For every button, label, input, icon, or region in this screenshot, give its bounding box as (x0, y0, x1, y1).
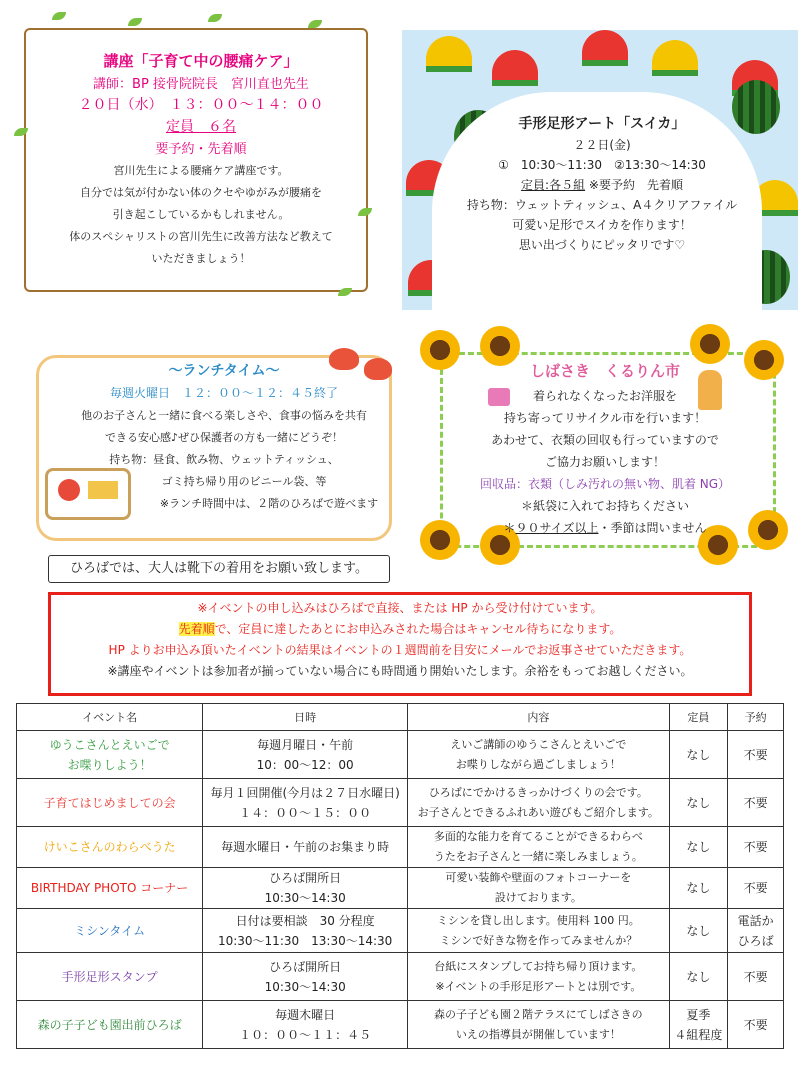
event-content (408, 731, 669, 779)
announcement-line: ※講座やイベントは参加者が揃っていない場合にも時間通り開始いたします。余裕をもってお越しください。 (107, 664, 693, 678)
event-datetime-line: １０：００～１１：４５ (239, 1027, 372, 1042)
event-datetime (203, 953, 408, 1001)
sock-notice-banner: ひろばでは、大人は靴下の着用をお願い致します。 (48, 555, 390, 583)
watermelon-desc: 思い出づくりにピッタリです♡ (518, 238, 686, 252)
bento-food (58, 479, 80, 501)
watermelon-capacity: 定員:各５組 (521, 178, 586, 192)
event-datetime-line: 10:30～14:30 (264, 979, 346, 994)
event-reservation-line: 電話か (737, 913, 774, 928)
recycle-text: ＊ (503, 521, 516, 535)
event-datetime-line: 毎週水曜日・午前のお集まり時 (221, 840, 390, 854)
event-capacity-line: なし (686, 747, 711, 762)
table-row (17, 731, 784, 779)
event-reservation (728, 909, 784, 953)
event-reservation (728, 953, 784, 1001)
lecture-title: 講座「子育て中の腰痛ケア」 (103, 52, 299, 70)
event-content-line: ミシンで好きな物を作ってみませんか？ (439, 933, 638, 947)
event-reservation (728, 868, 784, 909)
watermelon-date: ２２日(金) (573, 138, 631, 152)
event-content-line: えいご講師のゆうこさんとえいごで (450, 737, 627, 751)
event-datetime-line: 10：00～12：00 (256, 757, 354, 772)
leaf-decoration (338, 288, 352, 296)
event-content (408, 953, 669, 1001)
watermelon-desc: 可愛い足形でスイカを作ります！ (512, 218, 692, 232)
leaf-decoration (208, 14, 222, 22)
event-name-line: 森の子子ども園出前ひろば (37, 1017, 182, 1032)
event-datetime-line: ひろば開所日 (269, 871, 342, 885)
event-reservation-line: 不要 (743, 1017, 768, 1032)
bento-box-icon (45, 468, 131, 520)
announcement-box (48, 592, 752, 696)
table-row (17, 779, 784, 827)
event-content-line: 森の子子ども園２階テラスにてしばさきの (434, 1007, 643, 1021)
event-name-line: ゆうこさんとえいごで (49, 737, 170, 752)
event-content-line: お子さんとできるふれあい遊びもご紹介します。 (417, 805, 659, 819)
announcement-text: で、定員に達したあとにお申込みされた場合はキャンセル待ちになります。 (214, 622, 622, 636)
event-capacity-line: なし (686, 881, 711, 895)
table-row (17, 909, 784, 953)
lunch-bring: 持ち物：昼食、飲み物、ウェットティッシュ、 (109, 453, 339, 466)
header-event-name: イベント名 (17, 704, 203, 731)
event-content-line: ミシンを貸し出します。使用料 100 円。 (436, 913, 640, 927)
octopus-sausage-icon (364, 358, 392, 380)
event-capacity (669, 1001, 728, 1049)
event-content (408, 868, 669, 909)
recycle-text: ＊紙袋に入れてお持ちください (520, 499, 689, 513)
lunch-title: ～ランチタイム～ (168, 363, 280, 379)
event-reservation (728, 827, 784, 868)
recycle-market-panel (420, 330, 790, 560)
event-name (17, 909, 203, 953)
lunch-desc: できる安心感♪ぜひ保護者の方も一緒にどうぞ！ (104, 431, 344, 444)
lunch-time: 毎週火曜日 １２：００～１２：４５終了 (109, 386, 338, 400)
event-datetime (203, 827, 408, 868)
event-name-line: お喋りしよう！ (67, 757, 152, 772)
event-capacity-line: なし (686, 969, 711, 984)
event-capacity (669, 779, 728, 827)
watermelon-slice-icon (426, 36, 472, 72)
event-name-line: ミシンタイム (74, 923, 146, 938)
watermelon-bring: 持ち物：ウェットティッシュ、A４クリアファイル (466, 198, 738, 212)
leaf-decoration (308, 20, 322, 28)
event-name (17, 953, 203, 1001)
watermelon-times: ① 10:30～11:30 ②13:30～14:30 (498, 158, 706, 172)
announcement-line (51, 620, 749, 637)
recycle-text: ご協力お願いします！ (544, 455, 665, 469)
watermelon-title: 手形足形アート「スイカ」 (518, 116, 686, 132)
recycle-text: 持ち寄ってリサイクル市を行います！ (503, 411, 707, 425)
first-come-highlight: 先着順 (178, 622, 215, 636)
event-capacity (669, 827, 728, 868)
event-datetime-line: 10:30～14:30 (264, 891, 346, 905)
event-capacity-line: なし (686, 923, 711, 938)
event-content-line: いえの指導員が開催しています！ (455, 1027, 621, 1041)
recycle-size-note (440, 517, 770, 539)
event-datetime (203, 868, 408, 909)
event-name (17, 868, 203, 909)
event-name-line: BIRTHDAY PHOTO コーナー (30, 881, 189, 895)
leaf-decoration (128, 18, 142, 26)
event-content-line: 台紙にスタンプしてお持ち帰り頂けます。 (434, 959, 643, 973)
lunch-bring: ゴミ持ち帰り用のビニール袋、等 (161, 475, 327, 488)
table-row (17, 827, 784, 868)
event-datetime (203, 779, 408, 827)
lecture-datetime: ２０日（水） １３：００～１４：００ (78, 97, 324, 113)
event-datetime-line: 毎月１回開催(今月は２７日水曜日) (210, 785, 400, 800)
lecture-desc: 体のスペシャリストの宮川先生に改善方法など教えて (69, 230, 333, 243)
event-capacity-line: なし (686, 795, 711, 810)
event-content (408, 1001, 669, 1049)
lecture-panel (8, 8, 386, 303)
event-content-line: 多面的な能力を育てることができるわらべ (433, 830, 643, 843)
event-datetime-line: 日付は要相談 30 分程度 (235, 913, 375, 928)
header-datetime: 日時 (203, 704, 408, 731)
event-datetime (203, 909, 408, 953)
event-capacity (669, 909, 728, 953)
announcement-line: ※イベントの申し込みはひろばで直接、または HP から受け付けています。 (197, 601, 603, 615)
recycle-items: 回収品：衣類（しみ汚れの無い物、肌着 NG） (479, 477, 731, 491)
event-name-line: 手形足形スタンプ (61, 969, 158, 984)
event-name (17, 827, 203, 868)
sunflower-icon (690, 324, 730, 364)
lunch-panel (36, 355, 392, 541)
header-capacity: 定員 (669, 704, 728, 731)
recycle-title: しばさき くるりん市 (529, 362, 680, 380)
event-content (408, 827, 669, 868)
event-datetime-line: 10:30～11:30 13:30～14:30 (217, 933, 393, 948)
event-name-line: 子育てはじめましての会 (43, 795, 176, 810)
event-capacity-line: なし (686, 840, 711, 854)
leaf-decoration (52, 12, 66, 20)
events-table (16, 703, 784, 1049)
lunch-note: ※ランチ時間中は、２階のひろばで遊べます (159, 497, 379, 510)
bento-food (88, 481, 118, 499)
lecture-desc: いただきましょう！ (151, 252, 251, 265)
recycle-text: 着られなくなったお洋服を (532, 389, 677, 403)
event-content-line: 設けております。 (494, 891, 582, 904)
event-name (17, 779, 203, 827)
lunch-desc: 他のお子さんと一緒に食べる楽しさや、食事の悩みを共有 (81, 409, 367, 422)
lecture-booking: 要予約・先着順 (155, 142, 247, 157)
event-content-line: うたをお子さんと一緒に楽しみましょう。 (433, 850, 643, 863)
lecture-lecturer: 講師：BP 接骨院院長 宮川直也先生 (93, 77, 309, 92)
recycle-size: ９０サイズ以上 (515, 521, 599, 535)
event-reservation (728, 779, 784, 827)
lecture-capacity: 定員 ６名 (166, 119, 236, 135)
header-content: 内容 (408, 704, 669, 731)
announcement-line: HP よりお申込み頂いたイベントの結果はイベントの１週間前を目安にメールでお返事させていただきます。 (108, 643, 692, 657)
event-reservation (728, 731, 784, 779)
event-name (17, 731, 203, 779)
header-reservation: 予約 (728, 704, 784, 731)
event-capacity-line: 夏季 (686, 1007, 711, 1022)
event-reservation-line: 不要 (743, 795, 768, 810)
event-datetime (203, 1001, 408, 1049)
event-name (17, 1001, 203, 1049)
event-reservation-line: ひろば (737, 933, 774, 948)
event-datetime-line: １４：００～１５：００ (239, 805, 372, 820)
watermelon-slice-icon (582, 30, 628, 66)
event-content (408, 909, 669, 953)
event-reservation-line: 不要 (743, 840, 768, 854)
event-capacity-line: ４組程度 (674, 1027, 723, 1042)
watermelon-art-panel (402, 30, 798, 310)
watermelon-slice-icon (652, 40, 698, 76)
table-row (17, 868, 784, 909)
event-name-line: けいこさんのわらべうた (43, 840, 176, 854)
lecture-desc: 宮川先生による腰痛ケア講座です。 (113, 164, 289, 177)
event-reservation-line: 不要 (743, 969, 768, 984)
event-content-line: 可愛い装飾や壁面のフォトコーナーを (445, 871, 632, 884)
recycle-text: ・季節は問いません (598, 521, 707, 535)
event-reservation-line: 不要 (743, 747, 768, 762)
event-content-line: お喋りしながら過ごしましょう！ (455, 757, 621, 771)
octopus-sausage-icon (329, 348, 359, 370)
event-reservation-line: 不要 (743, 881, 768, 895)
event-capacity (669, 953, 728, 1001)
event-datetime (203, 731, 408, 779)
event-datetime-line: 毎週月曜日・午前 (257, 737, 354, 752)
table-row (17, 953, 784, 1001)
lecture-desc: 引き起こしているかもしれません。 (112, 208, 290, 221)
recycle-text: あわせて、衣類の回収も行っていますので (491, 433, 719, 447)
event-content-line: ※イベントの手形足形アートとは別です。 (435, 979, 642, 993)
watermelon-booking: ※要予約 先着順 (588, 178, 683, 192)
table-row (17, 1001, 784, 1049)
event-capacity (669, 868, 728, 909)
event-content (408, 779, 669, 827)
event-reservation (728, 1001, 784, 1049)
event-datetime-line: ひろば開所日 (269, 959, 342, 974)
watermelon-slice-icon (492, 50, 538, 86)
event-datetime-line: 毎週木曜日 (275, 1007, 336, 1022)
event-capacity (669, 731, 728, 779)
lecture-desc: 自分では気が付かない体のクセやゆがみが腰痛を (80, 186, 322, 199)
table-header-row (17, 704, 784, 731)
event-content-line: ひろばにでかけるきっかけづくりの会です。 (428, 785, 648, 799)
